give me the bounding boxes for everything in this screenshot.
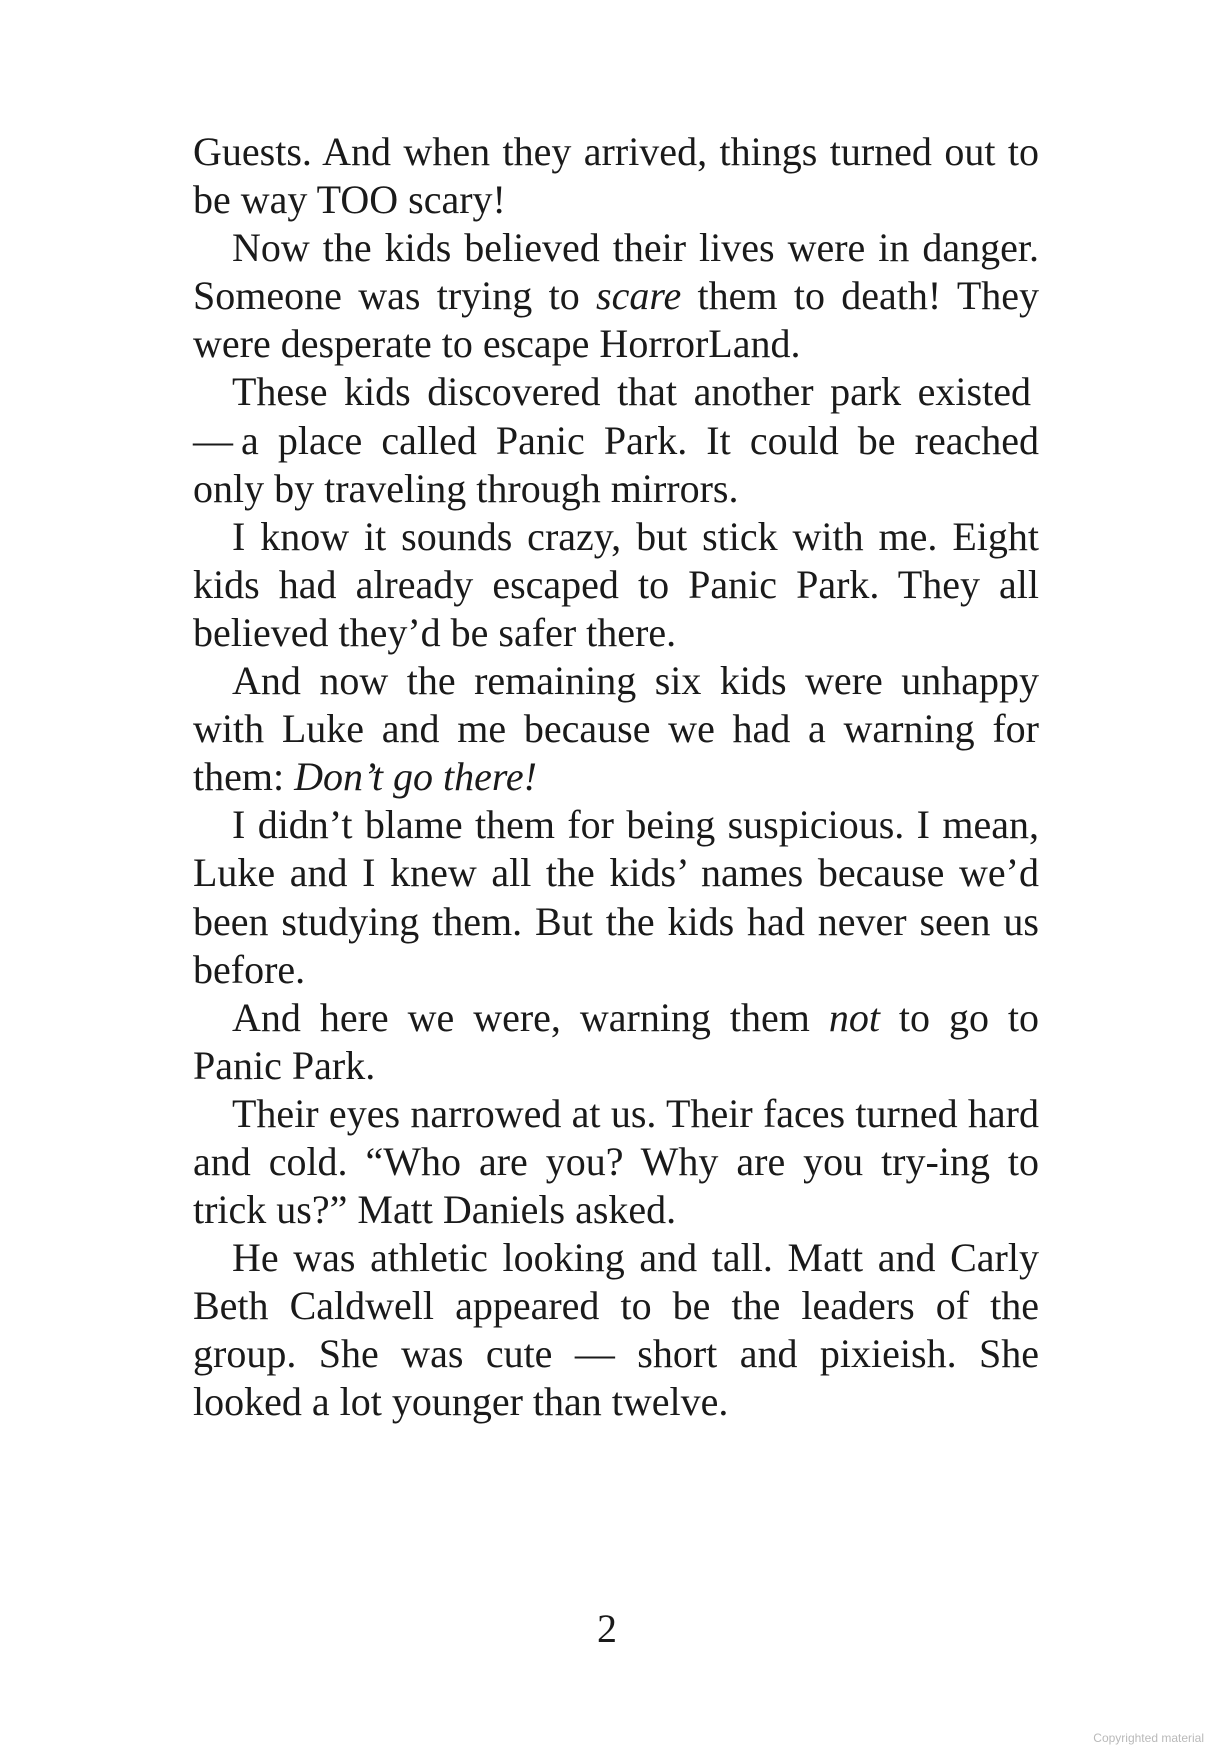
paragraph-text: He was athletic looking and tall. Matt and Carly Beth Caldwell appeared to be the leaders of the group. She was cute — short and pixieish. She looked a lot younger than twelve. [193,1235,1039,1425]
emphasis-text: not [828,994,880,1040]
paragraph [193,657,1039,801]
paragraph [193,368,1039,512]
paragraph-text: Now the kids believed their lives were in danger. Someone was trying to [193,225,1039,319]
emphasis-text: Don’t go there! [294,754,538,800]
paragraph-text: I didn’t blame them for being suspicious. I mean, Luke and I knew all the kids’ names because we’d been studying them. But the kids had never seen us before. [193,802,1039,992]
paragraph-text: Guests. And when they arrived, things turned out to be way TOO scary! [193,129,1039,223]
paragraph-text: And now the remaining six kids were unhappy with Luke and me because we had a warning for them: [193,658,1039,800]
paragraph-text: I know it sounds crazy, but stick with me. Eight kids had already escaped to Panic Park. They all believed they’d be safer there. [193,513,1039,655]
emphasis-text: scare [596,273,682,319]
paragraph [193,1090,1039,1234]
paragraph [193,513,1039,657]
paragraph [193,801,1039,993]
paragraph-text: And here we were, warning them [232,994,829,1040]
paragraph-text: to go to Panic Park. [193,994,1040,1088]
paragraph [193,994,1039,1090]
copyright-notice: Copyrighted material [1093,1731,1204,1745]
body-text [193,128,1039,1427]
paragraph [193,1234,1039,1426]
paragraph-text: Their eyes narrowed at us. Their faces turned hard and cold. “Who are you? Why are you try-ing to trick us?” Matt Daniels asked. [193,1090,1039,1233]
paragraph [193,128,1039,224]
paragraph-text: These kids discovered that another park existed — a place called Panic Park. It could be reached only by traveling through mirrors. [193,369,1039,511]
paragraph-text: them to death! They were desperate to escape HorrorLand. [193,273,1040,367]
page-number: 2 [597,1606,617,1651]
paragraph [193,224,1039,368]
